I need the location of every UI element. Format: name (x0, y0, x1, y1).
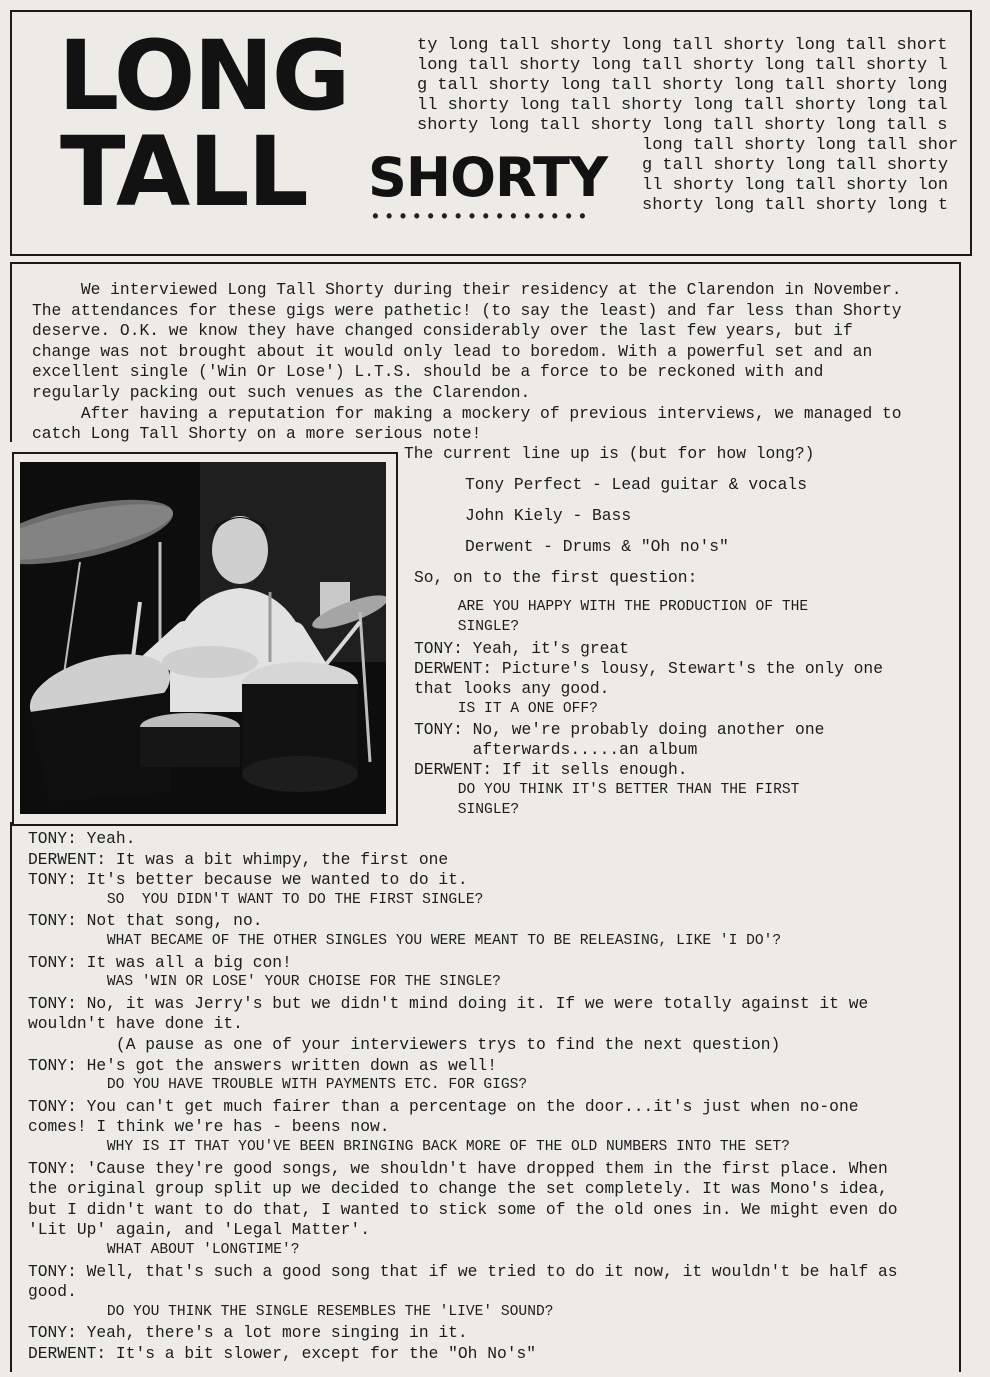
interview-answer: TONY: Yeah, there's a lot more singing in it. (28, 1323, 468, 1343)
interview-answer: TONY: No, we're probably doing another one (414, 719, 825, 739)
interview-answer: good. (28, 1282, 77, 1302)
interview-question: ARE YOU HAPPY WITH THE PRODUCTION OF THE (414, 599, 809, 615)
interview-question: DO YOU THINK THE SINGLE RESEMBLES THE 'LIVE' SOUND? (28, 1303, 554, 1320)
interview-question: SO YOU DIDN'T WANT TO DO THE FIRST SINGLE? (28, 891, 484, 908)
interview-answer: (A pause as one of your interviewers trys to find the next question) (28, 1035, 781, 1054)
interview-question: WAS 'WIN OR LOSE' YOUR CHOISE FOR THE SINGLE? (28, 974, 501, 991)
interview-answer: afterwards.....an album (414, 740, 698, 760)
interview-answer: TONY: Yeah, it's great (414, 638, 629, 658)
title-long: LONG (58, 20, 349, 132)
intro-line: After having a reputation for making a mockery of previous interviews, we managed to (32, 403, 902, 423)
interview-answer: that looks any good. (414, 679, 610, 699)
interview-answer: DERWENT: It's a bit slower, except for the "Oh No's" (28, 1344, 537, 1363)
photo-of-drummer (20, 462, 386, 814)
intro-line: We interviewed Long Tall Shorty during their residency at the Clarendon in November. (32, 280, 902, 299)
interview-answer: 'Lit Up' again, and 'Legal Matter'. (28, 1220, 370, 1240)
lineup-member-1: Tony Perfect - Lead guitar & vocals (465, 475, 807, 494)
interview-answer: comes! I think we're has - beens now. (28, 1117, 390, 1137)
repeat-line: shorty long tall shorty long tall shorty long tall s (417, 116, 948, 135)
interview-answer: TONY: Not that song, no. (28, 911, 263, 931)
interview-question: WHY IS IT THAT YOU'VE BEEN BRINGING BACK MORE OF THE OLD NUMBERS INTO THE SET? (28, 1139, 790, 1155)
interview-answer: but I didn't want to do that, I wanted to stick some of the old ones in. We might even do (28, 1199, 898, 1219)
repeat-line: ll shorty long tall shorty long tall shorty long tal (417, 96, 948, 115)
interview-question: DO YOU HAVE TROUBLE WITH PAYMENTS ETC. FOR GIGS? (28, 1077, 528, 1094)
repeat-line: long tall shorty long tall shorty long tall shorty l (417, 56, 948, 75)
interview-question: DO YOU THINK IT'S BETTER THAN THE FIRST (414, 781, 800, 798)
interview-answer: TONY: You can't get much fairer than a percentage on the door...it's just when no-one (28, 1096, 859, 1116)
interview-question: IS IT A ONE OFF? (414, 700, 598, 717)
repeat-line: long tall shorty long tall shor (642, 136, 959, 155)
lineup-intro: The current line up is (but for how long?) (404, 444, 815, 463)
drummer-photo-illustration (20, 462, 386, 814)
repeat-line: g tall shorty long tall shorty long tall shorty long (417, 76, 948, 95)
interview-question: SINGLE? (414, 619, 520, 636)
lineup-member-2: John Kiely - Bass (465, 506, 632, 525)
lineup-member-3: Derwent - Drums & "Oh no's" (465, 537, 729, 556)
interview-answer: TONY: Yeah. (28, 829, 136, 848)
intro-line: catch Long Tall Shorty on a more serious note! (32, 424, 482, 444)
repeat-line: ll shorty long tall shorty lon (642, 176, 949, 195)
intro-line: excellent single ('Win Or Lose') L.T.S. should be a force to be reckoned with and (32, 362, 824, 382)
interview-answer: TONY: It's better because we wanted to do it. (28, 870, 468, 890)
intro-line: deserve. O.K. we know they have changed considerably over the last few years, but if (32, 321, 853, 341)
interview-answer: the original group split up we decided to change the set completely. It was Mono's idea, (28, 1179, 888, 1199)
repeat-line: ty long tall shorty long tall shorty long tall short (417, 36, 948, 55)
title-tall: TALL (60, 116, 307, 228)
interview-answer: TONY: No, it was Jerry's but we didn't mind doing it. If we were totally against it we (28, 993, 869, 1013)
interview-question: SINGLE? (414, 802, 520, 818)
interview-question: WHAT BECAME OF THE OTHER SINGLES YOU WERE MEANT TO BE RELEASING, LIKE 'I DO'? (28, 933, 782, 949)
intro-line: change was not brought about it would only lead to boredom. With a powerful set and an (32, 341, 873, 361)
title-dots: •••••••••••••••• (370, 208, 591, 228)
title-shorty: SHORTY (368, 146, 608, 209)
interview-answer: DERWENT: If it sells enough. (414, 760, 688, 780)
interview-question: WHAT ABOUT 'LONGTIME'? (28, 1242, 300, 1258)
interview-answer: DERWENT: Picture's lousy, Stewart's the only one (414, 658, 883, 678)
interview-answer: TONY: He's got the answers written down as well! (28, 1055, 497, 1075)
first-question-lead: So, on to the first question: (414, 568, 698, 587)
interview-answer: TONY: 'Cause they're good songs, we shouldn't have dropped them in the first place. When (28, 1158, 888, 1178)
interview-answer: DERWENT: It was a bit whimpy, the first one (28, 849, 449, 869)
interview-answer: TONY: Well, that's such a good song that if we tried to do it now, it wouldn't be half as (28, 1261, 898, 1281)
interview-answer: TONY: It was all a big con! (28, 952, 292, 972)
interview-answer: wouldn't have done it. (28, 1014, 243, 1034)
header-box (10, 10, 972, 256)
repeat-line: shorty long tall shorty long t (642, 196, 949, 215)
intro-line: The attendances for these gigs were pathetic! (to say the least) and far less than Shorty (32, 300, 902, 320)
repeat-line: g tall shorty long tall shorty (642, 156, 949, 175)
intro-line: regularly packing out such venues as the Clarendon. (32, 383, 531, 402)
